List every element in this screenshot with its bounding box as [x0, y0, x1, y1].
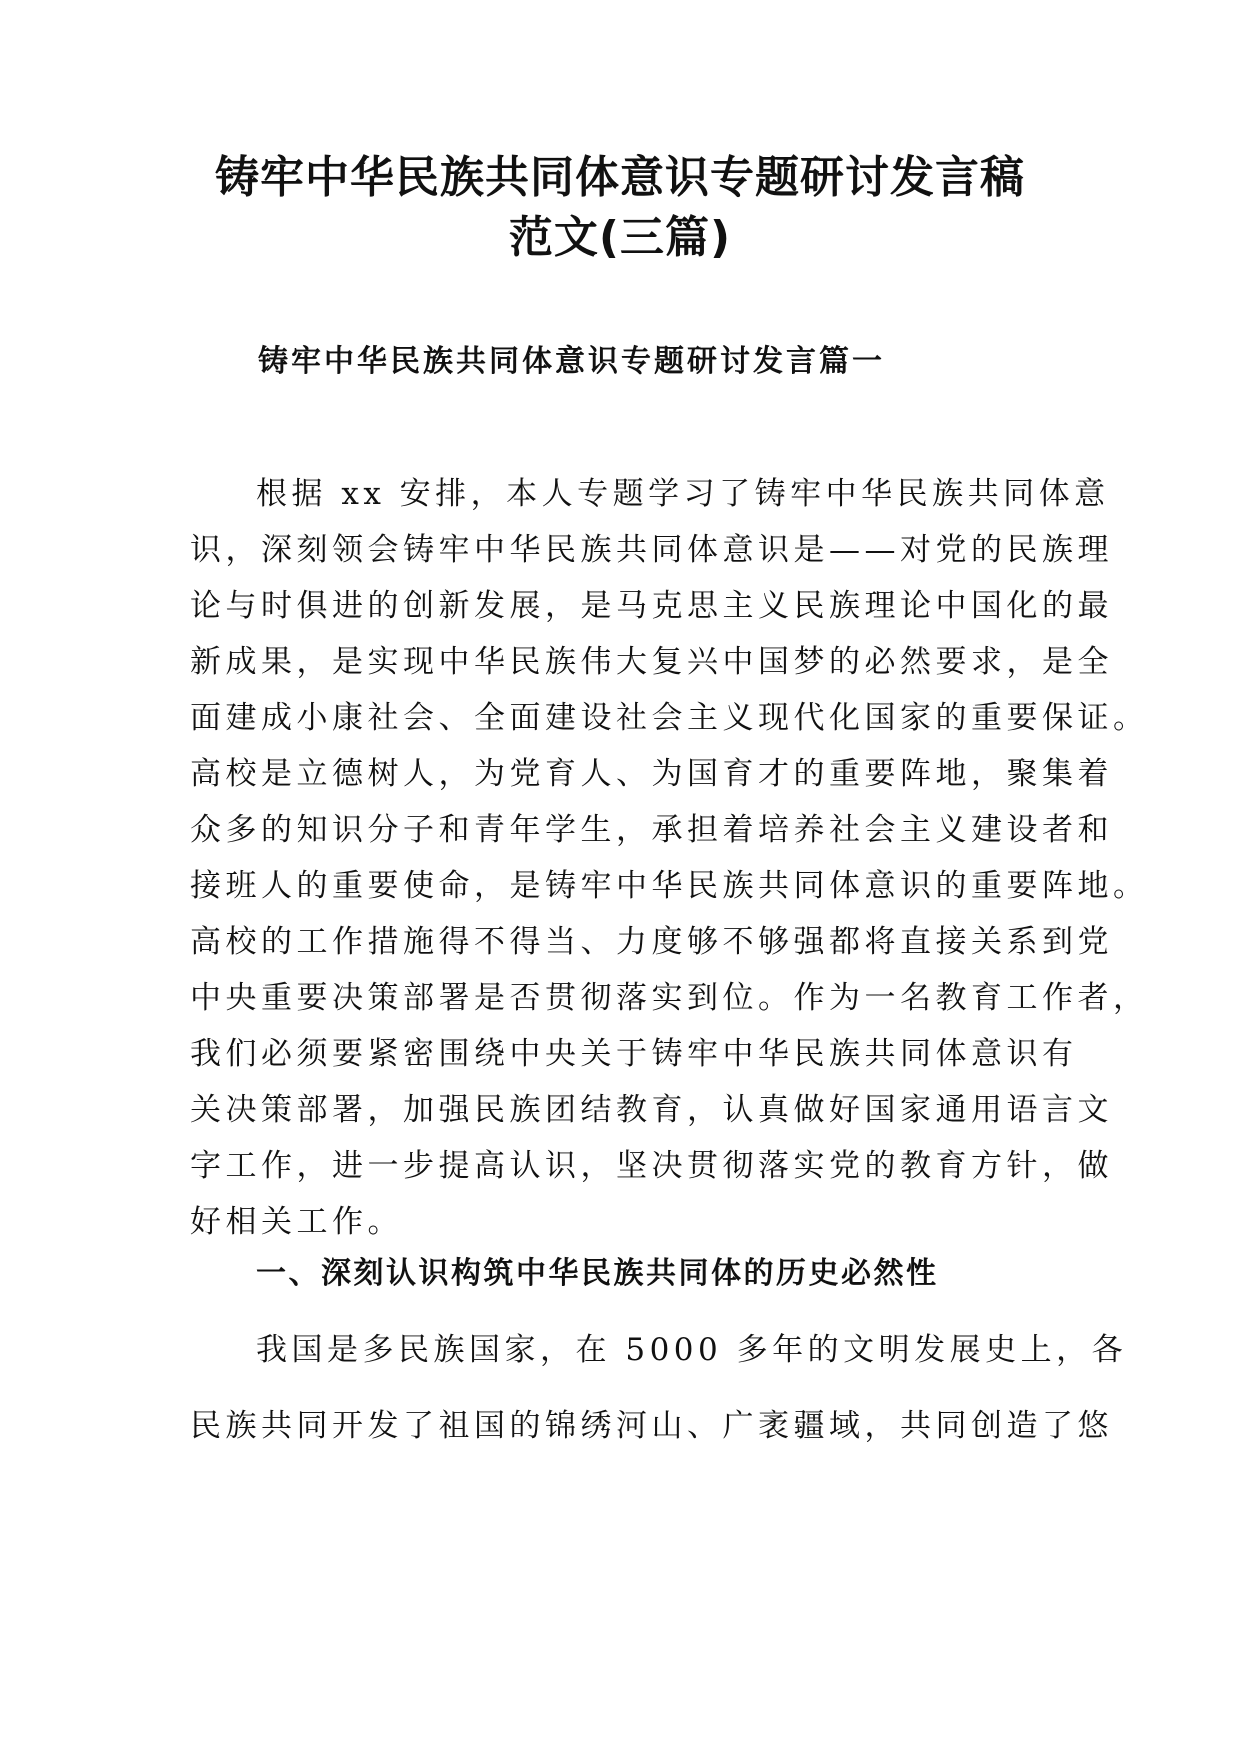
paragraph-line: 民族共同开发了祖国的锦绣河山、广袤疆域，共同创造了悠: [190, 1408, 1113, 1444]
paragraph-line: 高校的工作措施得不得当、力度够不够强都将直接关系到党: [190, 924, 1113, 960]
document-title-line: 范文(三篇): [508, 212, 732, 263]
paragraph-line: 关决策部署，加强民族团结教育，认真做好国家通用语言文: [190, 1092, 1113, 1128]
paragraph-line: 接班人的重要使命，是铸牢中华民族共同体意识的重要阵地。: [190, 868, 1149, 904]
paragraph-line: 高校是立德树人，为党育人、为国育才的重要阵地，聚集着: [190, 756, 1113, 792]
paragraph-line: 好相关工作。: [190, 1204, 403, 1240]
paragraph-line: 中央重要决策部署是否贯彻落实到位。作为一名教育工作者，: [190, 980, 1149, 1016]
subheading-1: 一、深刻认识构筑中华民族共同体的历史必然性: [256, 1256, 939, 1291]
paragraph-line: 面建成小康社会、全面建设社会主义现代化国家的重要保证。: [190, 700, 1149, 736]
paragraph-line: 根据 xx 安排，本人专题学习了铸牢中华民族共同体意: [256, 476, 1110, 512]
section-title: 铸牢中华民族共同体意识专题研讨发言篇一: [258, 344, 885, 379]
paragraph-line: 众多的知识分子和青年学生，承担着培养社会主义建设者和: [190, 812, 1113, 848]
paragraph-2: [190, 1312, 1128, 1464]
paragraph-1: [190, 466, 1149, 1250]
document-title: [200, 148, 1040, 268]
document-title-line: 铸牢中华民族共同体意识专题研讨发言稿: [215, 152, 1025, 203]
paragraph-line: 我们必须要紧密围绕中央关于铸牢中华民族共同体意识有: [190, 1036, 1078, 1072]
paragraph-line: 字工作，进一步提高认识，坚决贯彻落实党的教育方针，做: [190, 1148, 1113, 1184]
paragraph-line: 识，深刻领会铸牢中华民族共同体意识是——对党的民族理: [190, 532, 1113, 568]
paragraph-line: 论与时俱进的创新发展，是马克思主义民族理论中国化的最: [190, 588, 1113, 624]
paragraph-line: 新成果，是实现中华民族伟大复兴中国梦的必然要求，是全: [190, 644, 1113, 680]
paragraph-line: 我国是多民族国家，在 5000 多年的文明发展史上，各: [256, 1332, 1128, 1368]
